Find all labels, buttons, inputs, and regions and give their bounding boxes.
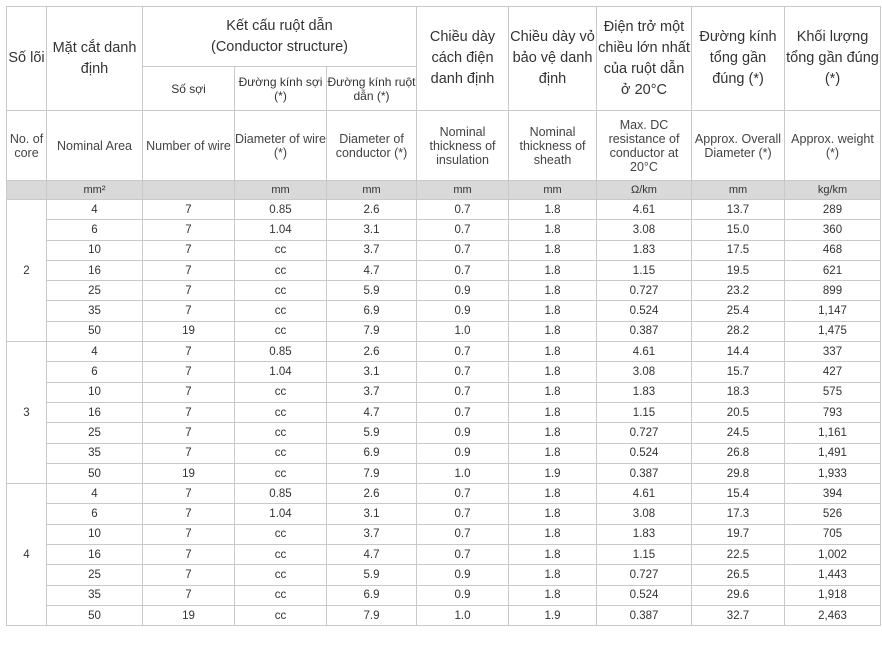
cell-area: 25 — [47, 565, 143, 585]
cell-wire-dia: cc — [235, 545, 327, 565]
col-diameter-en: Approx. Overall Diameter (*) — [692, 111, 785, 181]
cable-spec-table — [6, 6, 881, 626]
unit-diameter: mm — [692, 181, 785, 200]
cell-diameter: 17.3 — [692, 504, 785, 524]
cell-weight: 793 — [785, 402, 881, 422]
col-wire-number-vi: Số sợi — [143, 67, 235, 111]
cell-sheath: 1.8 — [509, 362, 597, 382]
cell-diameter: 28.2 — [692, 321, 785, 341]
cell-diameter: 29.6 — [692, 585, 785, 605]
cell-resistance: 4.61 — [597, 342, 692, 362]
cell-sheath: 1.8 — [509, 443, 597, 463]
cell-cond-dia: 4.7 — [327, 402, 417, 422]
cell-cond-dia: 5.9 — [327, 423, 417, 443]
conductor-vi-label: Kết cấu ruột dẫn — [226, 17, 333, 34]
cell-sheath: 1.8 — [509, 342, 597, 362]
cell-area: 25 — [47, 423, 143, 443]
cell-wire-dia: cc — [235, 423, 327, 443]
cell-resistance: 0.727 — [597, 281, 692, 301]
cell-sheath: 1.8 — [509, 504, 597, 524]
cell-wire-dia: cc — [235, 382, 327, 402]
col-core-vi: Số lõi — [7, 7, 47, 111]
cell-area: 50 — [47, 463, 143, 483]
cell-core: 4 — [7, 484, 47, 626]
cell-weight: 468 — [785, 240, 881, 260]
cell-sheath: 1.8 — [509, 484, 597, 504]
col-sheath-vi: Chiều dày vỏ bảo vệ danh định — [509, 7, 597, 111]
unit-resistance: Ω/km — [597, 181, 692, 200]
cell-weight: 575 — [785, 382, 881, 402]
table-row — [7, 443, 881, 463]
table-row — [7, 281, 881, 301]
cell-area: 4 — [47, 342, 143, 362]
cell-core: 3 — [7, 342, 47, 484]
col-diameter-vi: Đường kính tổng gần đúng (*) — [692, 7, 785, 111]
table-row — [7, 240, 881, 260]
cell-insulation: 0.7 — [417, 402, 509, 422]
cell-cond-dia: 3.7 — [327, 382, 417, 402]
cell-insulation: 0.7 — [417, 504, 509, 524]
cell-wire-dia: cc — [235, 565, 327, 585]
cell-area: 50 — [47, 321, 143, 341]
cell-wire-dia: 0.85 — [235, 484, 327, 504]
cell-wire-dia: cc — [235, 321, 327, 341]
cell-weight: 394 — [785, 484, 881, 504]
table-row — [7, 362, 881, 382]
cell-wire-number: 7 — [143, 382, 235, 402]
col-wire-number-en: Number of wire — [143, 111, 235, 181]
col-insulation-en: Nominal thickness of insulation — [417, 111, 509, 181]
cell-resistance: 1.83 — [597, 382, 692, 402]
cell-weight: 2,463 — [785, 605, 881, 625]
cell-insulation: 0.7 — [417, 524, 509, 544]
cell-wire-dia: cc — [235, 463, 327, 483]
cell-sheath: 1.8 — [509, 240, 597, 260]
cell-sheath: 1.8 — [509, 545, 597, 565]
unit-cond-dia: mm — [327, 181, 417, 200]
cell-cond-dia: 2.6 — [327, 484, 417, 504]
col-resistance-vi: Điện trở một chiều lớn nhất của ruột dẫn ở 20°C — [597, 7, 692, 111]
cell-insulation: 0.9 — [417, 301, 509, 321]
cell-cond-dia: 7.9 — [327, 605, 417, 625]
cell-area: 25 — [47, 281, 143, 301]
cell-insulation: 1.0 — [417, 605, 509, 625]
cell-area: 10 — [47, 382, 143, 402]
cell-area: 10 — [47, 524, 143, 544]
cell-wire-dia: 1.04 — [235, 504, 327, 524]
table-row — [7, 301, 881, 321]
cell-wire-number: 7 — [143, 362, 235, 382]
cell-wire-dia: 1.04 — [235, 362, 327, 382]
cell-resistance: 0.524 — [597, 585, 692, 605]
unit-sheath: mm — [509, 181, 597, 200]
cell-resistance: 3.08 — [597, 504, 692, 524]
cell-resistance: 0.387 — [597, 463, 692, 483]
cell-resistance: 4.61 — [597, 200, 692, 220]
cell-insulation: 0.7 — [417, 342, 509, 362]
cell-cond-dia: 3.7 — [327, 524, 417, 544]
cell-wire-dia: 0.85 — [235, 200, 327, 220]
cell-resistance: 1.15 — [597, 545, 692, 565]
cell-weight: 1,491 — [785, 443, 881, 463]
cell-cond-dia: 3.7 — [327, 240, 417, 260]
cell-weight: 1,918 — [785, 585, 881, 605]
cell-wire-number: 19 — [143, 321, 235, 341]
cell-diameter: 26.5 — [692, 565, 785, 585]
cell-diameter: 13.7 — [692, 200, 785, 220]
col-resistance-en: Max. DC resistance of conductor at 20°C — [597, 111, 692, 181]
cell-weight: 337 — [785, 342, 881, 362]
cell-diameter: 17.5 — [692, 240, 785, 260]
cell-diameter: 14.4 — [692, 342, 785, 362]
cell-diameter: 20.5 — [692, 402, 785, 422]
cell-resistance: 0.387 — [597, 605, 692, 625]
cell-resistance: 0.524 — [597, 443, 692, 463]
cell-insulation: 0.7 — [417, 220, 509, 240]
cell-weight: 427 — [785, 362, 881, 382]
cell-cond-dia: 7.9 — [327, 463, 417, 483]
col-insulation-vi: Chiều dày cách điện danh định — [417, 7, 509, 111]
cell-cond-dia: 6.9 — [327, 443, 417, 463]
table-row — [7, 484, 881, 504]
cell-insulation: 0.7 — [417, 382, 509, 402]
cell-insulation: 0.9 — [417, 423, 509, 443]
cell-wire-dia: 0.85 — [235, 342, 327, 362]
cell-wire-number: 7 — [143, 565, 235, 585]
cell-cond-dia: 5.9 — [327, 281, 417, 301]
cell-resistance: 3.08 — [597, 220, 692, 240]
cell-wire-dia: cc — [235, 402, 327, 422]
cell-weight: 289 — [785, 200, 881, 220]
unit-core — [7, 181, 47, 200]
cell-sheath: 1.9 — [509, 605, 597, 625]
cell-area: 16 — [47, 260, 143, 280]
unit-weight: kg/km — [785, 181, 881, 200]
cell-diameter: 22.5 — [692, 545, 785, 565]
table-row — [7, 605, 881, 625]
cell-sheath: 1.9 — [509, 463, 597, 483]
cell-resistance: 3.08 — [597, 362, 692, 382]
cell-diameter: 25.4 — [692, 301, 785, 321]
table-row — [7, 260, 881, 280]
cell-insulation: 0.7 — [417, 240, 509, 260]
cell-sheath: 1.8 — [509, 585, 597, 605]
cell-core: 2 — [7, 200, 47, 342]
cell-insulation: 0.7 — [417, 200, 509, 220]
cell-wire-number: 7 — [143, 484, 235, 504]
cell-area: 10 — [47, 240, 143, 260]
cell-weight: 1,443 — [785, 565, 881, 585]
unit-wire-number — [143, 181, 235, 200]
unit-wire-dia: mm — [235, 181, 327, 200]
cell-wire-number: 7 — [143, 585, 235, 605]
cell-insulation: 0.9 — [417, 565, 509, 585]
cell-diameter: 19.5 — [692, 260, 785, 280]
cell-cond-dia: 4.7 — [327, 260, 417, 280]
cell-wire-number: 7 — [143, 443, 235, 463]
cell-wire-dia: 1.04 — [235, 220, 327, 240]
cell-area: 4 — [47, 484, 143, 504]
table-body — [7, 200, 881, 626]
cell-cond-dia: 3.1 — [327, 504, 417, 524]
cell-cond-dia: 3.1 — [327, 362, 417, 382]
cell-wire-dia: cc — [235, 524, 327, 544]
cell-wire-number: 7 — [143, 402, 235, 422]
unit-insulation: mm — [417, 181, 509, 200]
cell-cond-dia: 2.6 — [327, 342, 417, 362]
cell-sheath: 1.8 — [509, 402, 597, 422]
table-row — [7, 423, 881, 443]
cell-insulation: 0.7 — [417, 362, 509, 382]
cell-cond-dia: 6.9 — [327, 585, 417, 605]
cell-resistance: 1.83 — [597, 524, 692, 544]
table-row — [7, 382, 881, 402]
cell-insulation: 0.9 — [417, 443, 509, 463]
cell-area: 4 — [47, 200, 143, 220]
cell-wire-number: 7 — [143, 504, 235, 524]
col-wire-dia-vi: Đường kính sợi (*) — [235, 67, 327, 111]
cell-weight: 1,147 — [785, 301, 881, 321]
cell-sheath: 1.8 — [509, 423, 597, 443]
cell-wire-number: 7 — [143, 423, 235, 443]
cell-cond-dia: 4.7 — [327, 545, 417, 565]
table-row — [7, 402, 881, 422]
cell-wire-number: 19 — [143, 463, 235, 483]
cell-resistance: 0.727 — [597, 423, 692, 443]
col-cond-dia-vi: Đường kính ruột dẫn (*) — [327, 67, 417, 111]
table-row — [7, 220, 881, 240]
col-weight-en: Approx. weight (*) — [785, 111, 881, 181]
cell-cond-dia: 6.9 — [327, 301, 417, 321]
cell-cond-dia: 2.6 — [327, 200, 417, 220]
cell-resistance: 0.387 — [597, 321, 692, 341]
cell-wire-number: 7 — [143, 545, 235, 565]
cell-area: 35 — [47, 443, 143, 463]
cell-wire-number: 7 — [143, 240, 235, 260]
col-cond-dia-en: Diameter of conductor (*) — [327, 111, 417, 181]
cell-sheath: 1.8 — [509, 524, 597, 544]
cell-weight: 1,933 — [785, 463, 881, 483]
cell-sheath: 1.8 — [509, 281, 597, 301]
cell-wire-number: 7 — [143, 281, 235, 301]
cell-wire-dia: cc — [235, 240, 327, 260]
cell-area: 35 — [47, 301, 143, 321]
cell-weight: 360 — [785, 220, 881, 240]
col-area-vi: Mặt cắt danh định — [47, 7, 143, 111]
cell-wire-number: 7 — [143, 301, 235, 321]
cell-cond-dia: 5.9 — [327, 565, 417, 585]
cell-area: 16 — [47, 402, 143, 422]
cell-area: 35 — [47, 585, 143, 605]
cell-area: 6 — [47, 362, 143, 382]
cell-wire-dia: cc — [235, 443, 327, 463]
table-row — [7, 545, 881, 565]
cell-weight: 1,475 — [785, 321, 881, 341]
cell-sheath: 1.8 — [509, 220, 597, 240]
cell-resistance: 4.61 — [597, 484, 692, 504]
table-row — [7, 565, 881, 585]
cell-resistance: 1.15 — [597, 402, 692, 422]
cell-wire-dia: cc — [235, 585, 327, 605]
cell-diameter: 15.4 — [692, 484, 785, 504]
cell-resistance: 1.15 — [597, 260, 692, 280]
cell-cond-dia: 3.1 — [327, 220, 417, 240]
table-row — [7, 321, 881, 341]
conductor-en-label: (Conductor structure) — [211, 38, 348, 55]
cell-wire-number: 19 — [143, 605, 235, 625]
col-sheath-en: Nominal thickness of sheath — [509, 111, 597, 181]
cell-wire-dia: cc — [235, 260, 327, 280]
col-weight-vi: Khối lượng tổng gần đúng (*) — [785, 7, 881, 111]
cell-insulation: 0.7 — [417, 260, 509, 280]
cell-sheath: 1.8 — [509, 260, 597, 280]
table-row — [7, 342, 881, 362]
cell-resistance: 0.727 — [597, 565, 692, 585]
cell-weight: 526 — [785, 504, 881, 524]
cell-wire-number: 7 — [143, 260, 235, 280]
cell-wire-number: 7 — [143, 524, 235, 544]
cell-insulation: 0.9 — [417, 281, 509, 301]
cell-diameter: 26.8 — [692, 443, 785, 463]
cell-sheath: 1.8 — [509, 565, 597, 585]
cell-wire-dia: cc — [235, 605, 327, 625]
cell-diameter: 15.0 — [692, 220, 785, 240]
cell-diameter: 29.8 — [692, 463, 785, 483]
cell-area: 6 — [47, 220, 143, 240]
col-wire-dia-en: Diameter of wire (*) — [235, 111, 327, 181]
cell-weight: 621 — [785, 260, 881, 280]
cell-weight: 899 — [785, 281, 881, 301]
col-area-en: Nominal Area — [47, 111, 143, 181]
cell-wire-dia: cc — [235, 301, 327, 321]
cell-diameter: 23.2 — [692, 281, 785, 301]
cell-sheath: 1.8 — [509, 301, 597, 321]
table-row — [7, 504, 881, 524]
cell-resistance: 1.83 — [597, 240, 692, 260]
table-row — [7, 200, 881, 220]
cell-diameter: 18.3 — [692, 382, 785, 402]
cell-wire-number: 7 — [143, 200, 235, 220]
cell-area: 16 — [47, 545, 143, 565]
cell-diameter: 19.7 — [692, 524, 785, 544]
col-core-en: No. of core — [7, 111, 47, 181]
cell-sheath: 1.8 — [509, 321, 597, 341]
cell-wire-number: 7 — [143, 342, 235, 362]
cell-area: 50 — [47, 605, 143, 625]
unit-area: mm² — [47, 181, 143, 200]
cell-insulation: 0.7 — [417, 484, 509, 504]
cell-insulation: 1.0 — [417, 463, 509, 483]
cell-resistance: 0.524 — [597, 301, 692, 321]
cell-sheath: 1.8 — [509, 200, 597, 220]
cell-weight: 1,161 — [785, 423, 881, 443]
table-row — [7, 463, 881, 483]
cell-cond-dia: 7.9 — [327, 321, 417, 341]
cell-diameter: 24.5 — [692, 423, 785, 443]
cell-wire-number: 7 — [143, 220, 235, 240]
cell-insulation: 0.9 — [417, 585, 509, 605]
cell-area: 6 — [47, 504, 143, 524]
cell-weight: 1,002 — [785, 545, 881, 565]
table-row — [7, 585, 881, 605]
table-row — [7, 524, 881, 544]
col-conductor-vi — [143, 7, 417, 67]
cell-insulation: 1.0 — [417, 321, 509, 341]
cell-diameter: 32.7 — [692, 605, 785, 625]
cell-diameter: 15.7 — [692, 362, 785, 382]
cell-wire-dia: cc — [235, 281, 327, 301]
cell-weight: 705 — [785, 524, 881, 544]
cell-insulation: 0.7 — [417, 545, 509, 565]
cell-sheath: 1.8 — [509, 382, 597, 402]
